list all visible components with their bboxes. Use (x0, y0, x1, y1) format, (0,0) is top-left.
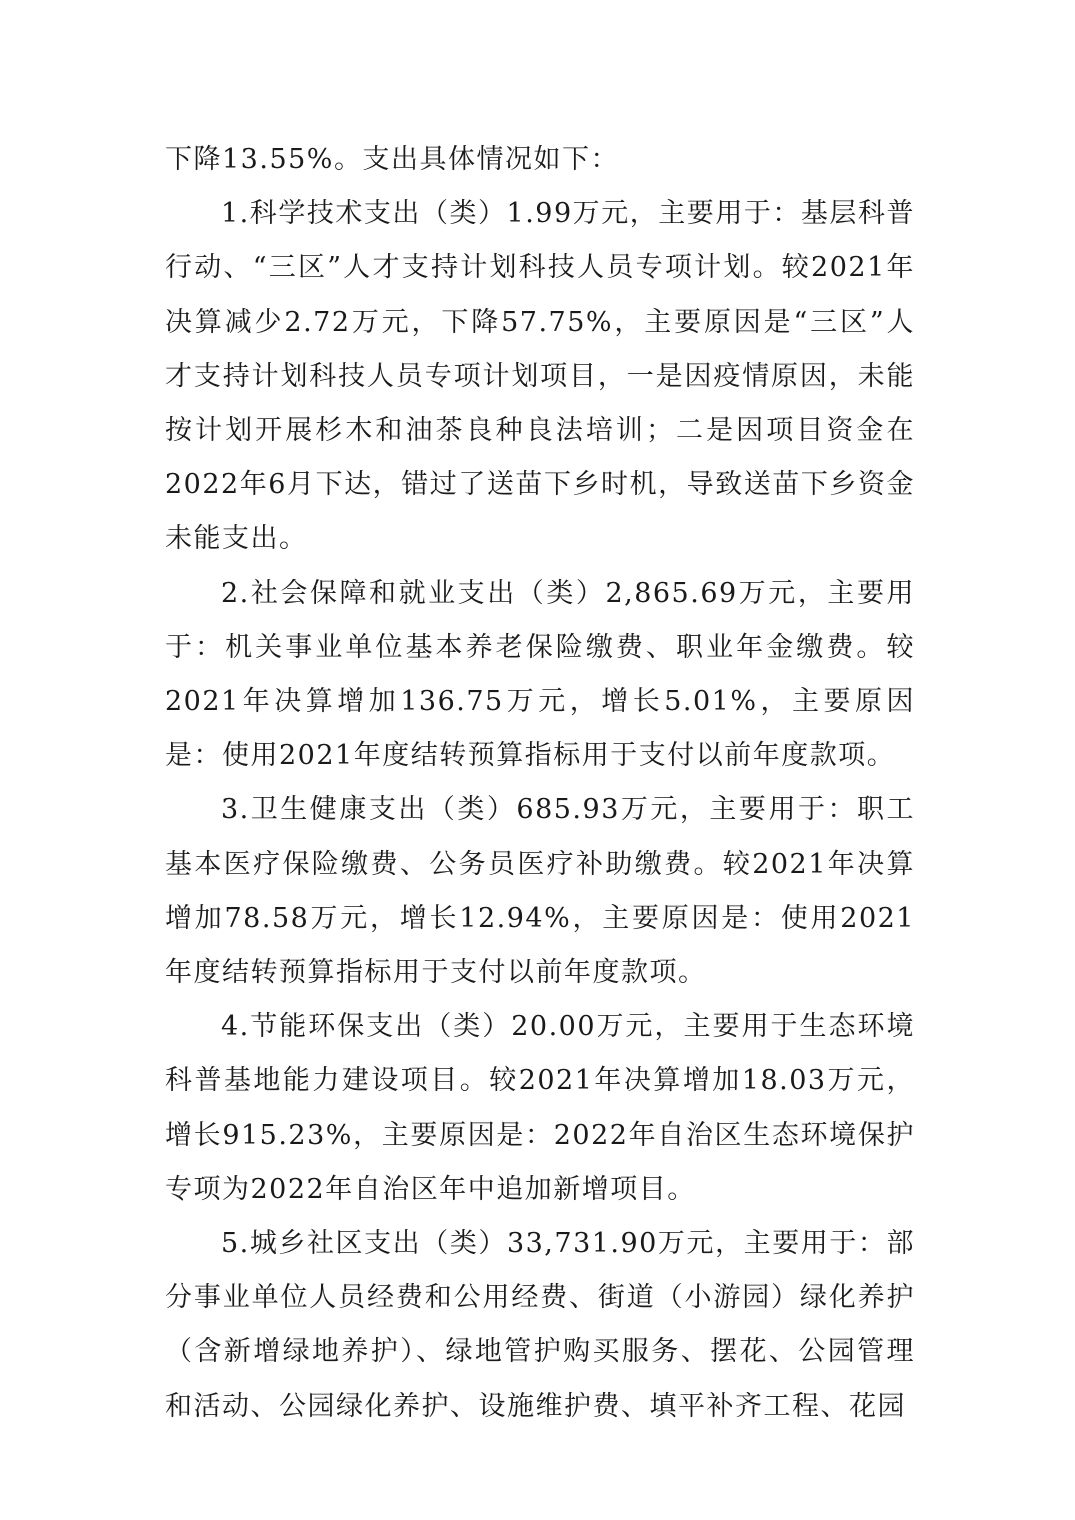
document-body (165, 133, 915, 1434)
paragraph-health: 3.卫生健康支出（类）685.93万元，主要用于：职工基本医疗保险缴费、公务员医疗补助缴费。较2021年决算增加78.58万元，增长12.94%，主要原因是：使用2021年度结转预算指标用于支付以前年度款项。 (165, 794, 915, 989)
paragraph-urban-rural: 5.城乡社区支出（类）33,731.90万元，主要用于：部分事业单位人员经费和公用经费、街道（小游园）绿化养护（含新增绿地养护）、绿地管护购买服务、摆花、公园管理和活动、公园绿化养护、设施维护费、填平补齐工程、花园 (165, 1228, 915, 1422)
paragraph-environment: 4.节能环保支出（类）20.00万元，主要用于生态环境科普基地能力建设项目。较2021年决算增加18.03万元，增长915.23%，主要原因是：2022年自治区生态环境保护专项为2022年自治区年中追加新增项目。 (165, 1011, 915, 1205)
paragraph-science-tech: 1.科学技术支出（类）1.99万元，主要用于：基层科普行动、“三区”人才支持计划科技人员专项计划。较2021年决算减少2.72万元，下降57.75%，主要原因是“三区”人才支持计划科技人员专项计划项目，一是因疫情原因，未能按计划开展杉木和油茶良种良法培训；二是因项目资金在2022年6月下达，错过了送苗下乡时机，导致送苗下乡资金未能支出。 (165, 198, 915, 555)
paragraph-intro: 下降13.55%。支出具体情况如下： (165, 144, 619, 175)
paragraph-social-security: 2.社会保障和就业支出（类）2,865.69万元，主要用于：机关事业单位基本养老保险缴费、职业年金缴费。较2021年决算增加136.75万元，增长5.01%，主要原因是：使用2021年度结转预算指标用于支付以前年度款项。 (165, 577, 915, 772)
